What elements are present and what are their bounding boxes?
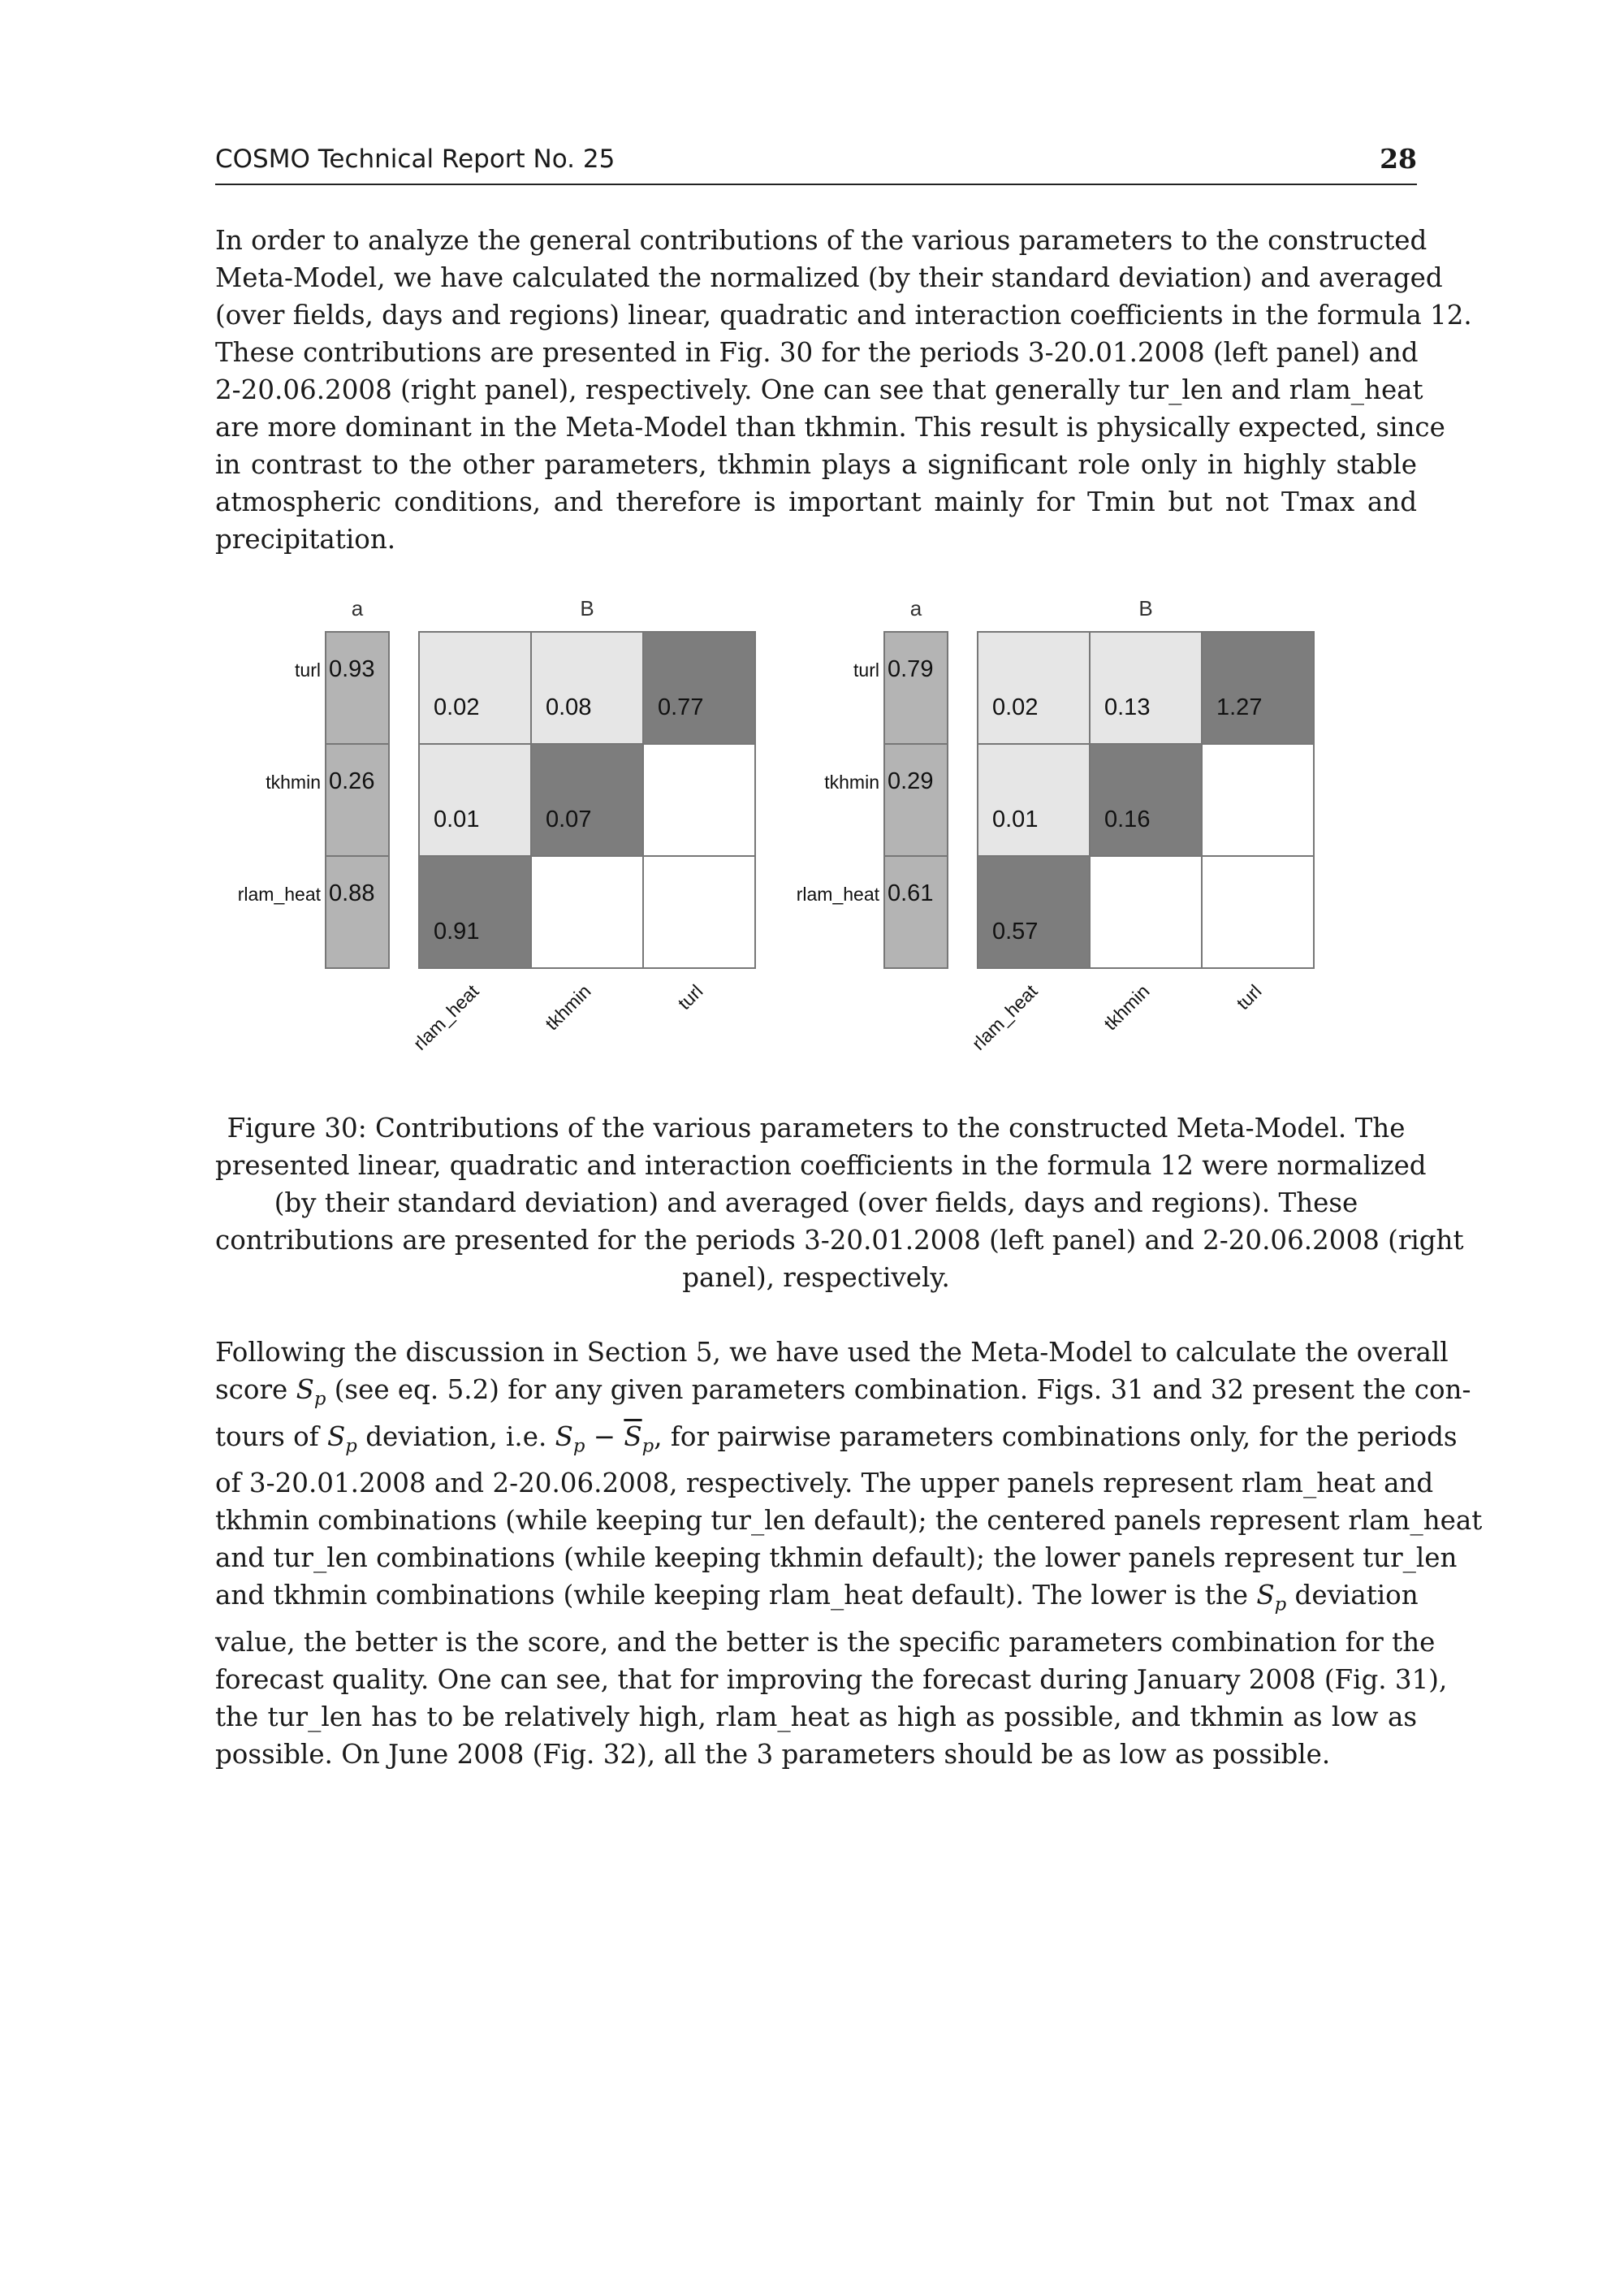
- b-cell: [643, 856, 755, 968]
- discussion-paragraph: [215, 1334, 1483, 1773]
- row-label: turl: [295, 659, 321, 681]
- a-value-label: 0.93: [329, 656, 375, 682]
- b-value-label: 0.57: [992, 919, 1039, 945]
- a-cell: [326, 632, 389, 744]
- b-value-label: 0.01: [992, 806, 1039, 832]
- text-line: 2-20.06.2008 (right panel), respectively. One can see that generally tur_len and rlam_heat: [215, 374, 1423, 405]
- b-value-label: 1.27: [1216, 694, 1263, 720]
- row-label: rlam_heat: [237, 884, 321, 905]
- caption-line: Figure 30: Contributions of the various parameters to the constructed Meta-Model. The: [227, 1113, 1406, 1144]
- a-cell: [326, 744, 389, 856]
- figure-30: [215, 589, 1433, 1092]
- caption-line: (by their standard deviation) and averaged (over fields, days and regions). These: [274, 1187, 1358, 1218]
- row-label: turl: [853, 659, 879, 681]
- b-cell: [531, 632, 643, 744]
- report-title: COSMO Technical Report No. 25: [215, 145, 615, 174]
- panel-title-b: B: [580, 596, 594, 620]
- row-label: rlam_heat: [796, 884, 879, 905]
- b-value-label: 0.08: [546, 694, 592, 720]
- caption-line: panel), respectively.: [682, 1262, 950, 1293]
- a-cell: [884, 744, 948, 856]
- column-label: turl: [1232, 980, 1266, 1014]
- text-line: and tur_len combinations (while keeping tkhmin default); the lower panels represent tur_len: [215, 1542, 1458, 1573]
- a-value-label: 0.88: [329, 880, 375, 906]
- row-label: tkhmin: [824, 772, 879, 793]
- b-cell: [1090, 744, 1202, 856]
- b-cell: [1202, 744, 1314, 856]
- panel-title-b: B: [1138, 596, 1153, 620]
- text-line: value, the better is the score, and the better is the specific parameters combination for the: [215, 1626, 1436, 1658]
- text-line: atmospheric conditions, and therefore is important mainly for Tmin but not Tmax and: [215, 486, 1417, 517]
- b-cell: [419, 744, 531, 856]
- b-value-label: 0.77: [658, 694, 704, 720]
- b-value-label: 0.02: [434, 694, 480, 720]
- b-cell: [1090, 856, 1202, 968]
- panel-title-a: a: [351, 596, 364, 620]
- text-line: tkhmin combinations (while keeping tur_len default); the centered panels represent rlam_heat: [215, 1505, 1483, 1536]
- intro-paragraph: [215, 222, 1472, 558]
- column-label: rlam_heat: [408, 980, 483, 1054]
- text-line: and tkhmin combinations (while keeping rlam_heat default). The lower is the $S_p$ deviation: [215, 1580, 1419, 1615]
- b-cell: [978, 744, 1090, 856]
- b-cell: [978, 632, 1090, 744]
- caption-line: presented linear, quadratic and interaction coefficients in the formula 12 were normalized: [215, 1150, 1427, 1181]
- text-line: (over fields, days and regions) linear, quadratic and interaction coefficients in the formula 12.: [215, 300, 1472, 331]
- a-value-label: 0.29: [888, 768, 934, 794]
- heatmap-figure: [215, 589, 1433, 1092]
- text-line: In order to analyze the general contributions of the various parameters to the constructed: [215, 225, 1427, 256]
- b-cell: [419, 632, 531, 744]
- column-label: tkhmin: [541, 980, 595, 1035]
- a-value-label: 0.61: [888, 880, 934, 906]
- text-line: possible. On June 2008 (Fig. 32), all the 3 parameters should be as low as possible.: [215, 1738, 1331, 1770]
- b-cell: [1090, 632, 1202, 744]
- text-line: in contrast to the other parameters, tkhmin plays a significant role only in highly stable: [215, 449, 1417, 480]
- page-header: [215, 145, 1417, 185]
- text-line: forecast quality. One can see, that for improving the forecast during January 2008 (Fig. 31),: [215, 1663, 1448, 1695]
- column-label: turl: [673, 980, 707, 1014]
- a-cell: [326, 856, 389, 968]
- text-line: are more dominant in the Meta-Model than tkhmin. This result is physically expected, since: [215, 412, 1445, 443]
- b-cell: [1202, 856, 1314, 968]
- column-label: tkhmin: [1099, 980, 1154, 1035]
- caption-line: contributions are presented for the periods 3-20.01.2008 (left panel) and 2-20.06.2008 (right: [215, 1225, 1464, 1256]
- figure-caption: [215, 1109, 1464, 1296]
- panel-title-a: a: [909, 596, 922, 620]
- b-value-label: 0.01: [434, 806, 480, 832]
- text-line: precipitation.: [215, 524, 396, 555]
- row-label: tkhmin: [266, 772, 321, 793]
- page-number: 28: [1380, 143, 1417, 175]
- b-value-label: 0.91: [434, 919, 480, 945]
- b-value-label: 0.13: [1104, 694, 1151, 720]
- a-cell: [884, 632, 948, 744]
- a-value-label: 0.79: [888, 656, 934, 682]
- column-label: rlam_heat: [967, 980, 1042, 1054]
- b-cell: [531, 744, 643, 856]
- b-cell: [643, 744, 755, 856]
- text-line: tours of $S_p$ deviation, i.e. $S_p - \overline{S}_p$, for pairwise parameters combinations only, for the periods: [215, 1420, 1458, 1456]
- a-cell: [884, 856, 948, 968]
- text-line: score $S_p$ (see eq. 5.2) for any given parameters combination. Figs. 31 and 32 present the con-: [215, 1374, 1471, 1410]
- a-value-label: 0.26: [329, 768, 375, 794]
- b-value-label: 0.16: [1104, 806, 1151, 832]
- text-line: of 3-20.01.2008 and 2-20.06.2008, respectively. The upper panels represent rlam_heat and: [215, 1468, 1434, 1498]
- b-cell: [531, 856, 643, 968]
- b-value-label: 0.02: [992, 694, 1039, 720]
- b-cell: [643, 632, 755, 744]
- b-value-label: 0.07: [546, 806, 592, 832]
- b-cell: [978, 856, 1090, 968]
- text-line: the tur_len has to be relatively high, rlam_heat as high as possible, and tkhmin as low as: [215, 1701, 1417, 1732]
- b-cell: [419, 856, 531, 968]
- text-line: These contributions are presented in Fig. 30 for the periods 3-20.01.2008 (left panel) and: [215, 337, 1419, 368]
- b-cell: [1202, 632, 1314, 744]
- text-line: Following the discussion in Section 5, we have used the Meta-Model to calculate the overall: [215, 1337, 1449, 1368]
- text-line: Meta-Model, we have calculated the normalized (by their standard deviation) and averaged: [215, 262, 1443, 293]
